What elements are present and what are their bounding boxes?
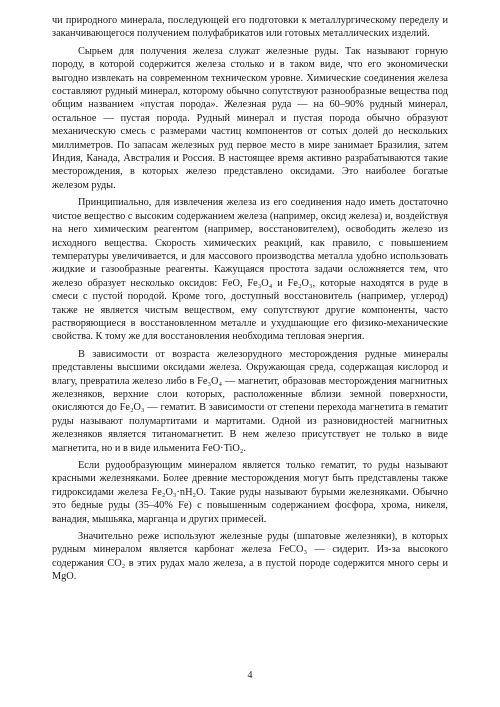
paragraph-siderite: Значительно реже используют железные руды (шпатовые железняки), в которых рудным минералом является карбонат железа FeCO₃ — сидерит. Из-за высокого содержания CO₂ в этих рудах мало железа, а в пустой породе содержится много серы и MgO. bbox=[52, 531, 448, 583]
paragraph-extraction-principle: Принципиально, для извлечения железа из его соединения надо иметь достаточно чистое вещество с высоким содержанием железа (например, оксид железа) и, воздействуя на него химическим реагентом (например, восстановителем), освободить железо из исходного вещества. Скорость химических реакций, как правило, с повышением температуры увеличивается, и для массового производства металла удобно использовать жидкие и газообразные реагенты. Кажущаяся простота задачи осложняется тем, что железо образует несколько оксидов: FeO, Fe₃O₄ и Fe₂O₃, которые находятся в руде в смеси с пустой породой. Кроме того, доступный восстановитель (например, углерод) также не является чистым веществом, ему сопутствуют другие компоненты, часто растворяющиеся в восстановленном металле и ухудшающие его физико-механические свойства. К тому же для восстановления необходима тепловая энергия. bbox=[52, 197, 448, 343]
paragraph-hematite: Если рудообразующим минералом является только гематит, то руды называют красными железняками. Более древние месторождения могут быть представлены также гидроксидами железа Fe₂O₃·nH₂O. Такие руды называют бурыми железняками. Обычно это бедные руды (35–40% Fe) с повышенным содержанием фосфора, хрома, никеля, ванадия, мышьяка, марганца и других примесей. bbox=[52, 460, 448, 525]
paragraph-ore-minerals: В зависимости от возраста железорудного месторождения рудные минералы представлены высшими оксидами железа. Окружающая среда, содержащая кислород и влагу, превратила железо либо в Fe₃O₄ — магнетит, образовав месторождения магнитных железняков, верхние слои которых, расположенные вблизи земной поверхности, окисляются до Fe₂O₃ — гематит. В зависимости от степени перехода магнетита в гематит руды называют полумартитами и мартитами. Одной из разновидностей магнитных железняков является титаномагнетит. В нем железо присутствует не только в виде магнетита, но и в виде ильменита FeO·TiO₂. bbox=[52, 348, 448, 454]
page-number: 4 bbox=[247, 670, 253, 681]
paragraph-continuation: чи природного минерала, последующей его подготовки к металлургическому переделу и заканчивающегося получением полуфабрикатов или готовых металлических изделий. bbox=[52, 15, 448, 40]
paragraph-iron-ores: Сырьем для получения железа служат железные руды. Так называют горную породу, в которой содержится железа столько и в таком виде, что его экономически выгодно извлекать на современном техническом уровне. Химические соединения железа составляют рудный минерал, которому обычно сопутствуют разнообразные вещества под общим названием «пустая порода». Железная руда — на 60–90% рудный минерал, остальное — пустая порода. Рудный минерал и пустая порода обычно образуют механическую смесь с размерами частиц компонентов от сотых долей до нескольких миллиметров. По запасам железных руд первое место в мире занимает Бразилия, затем Индия, Канада, Австралия и Россия. В настоящее время активно разрабатываются такие месторождения, в которых железо представлено оксидами. Это наиболее богатые железом руды. bbox=[52, 45, 448, 191]
